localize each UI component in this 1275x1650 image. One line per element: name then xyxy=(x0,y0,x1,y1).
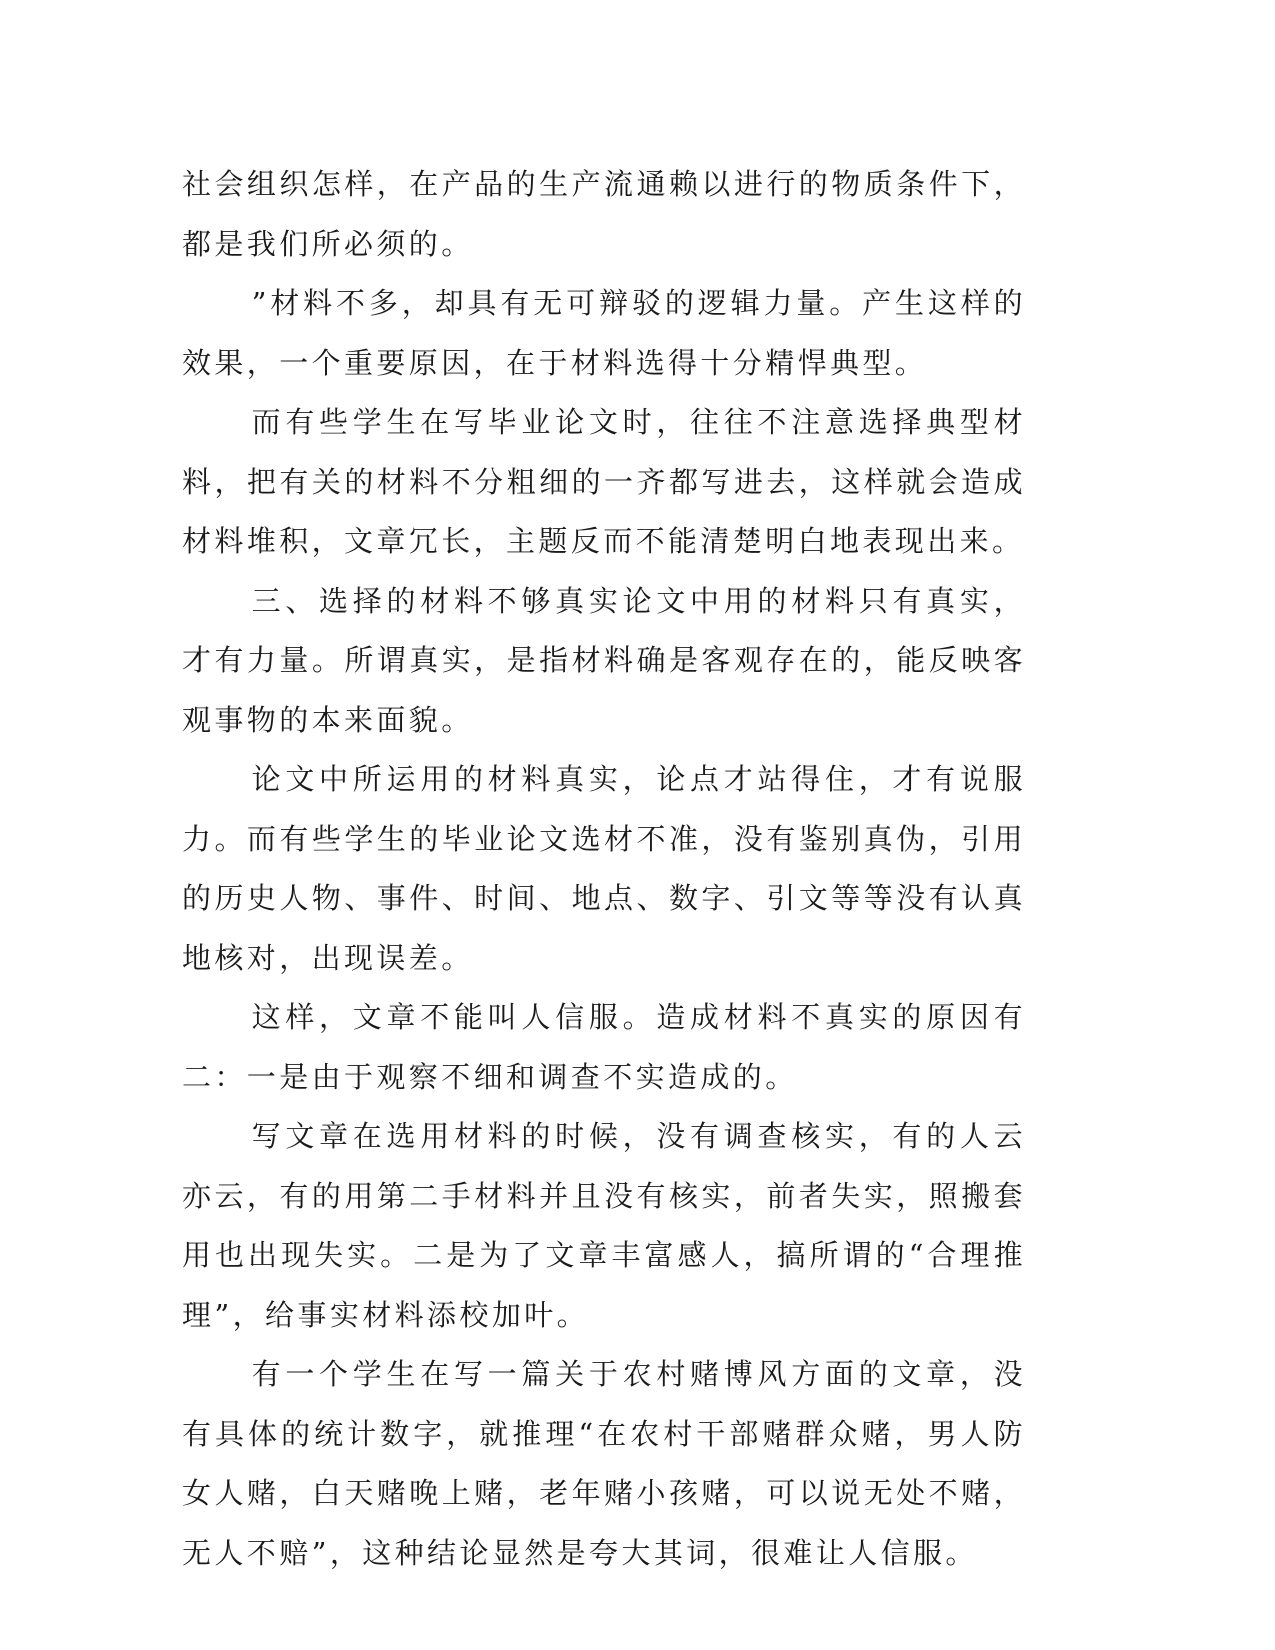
paragraph-8: 有一个学生在写一篇关于农村赌博风方面的文章，没有具体的统计数字，就推理“在农村干部赌群众赌，男人防女人赌，白天赌晚上赌，老年赌小孩赌，可以说无处不赌，无人不赔”，这种结论显然是夸大其词，很难让人信服。 xyxy=(182,1357,1026,1570)
paragraph-4: 三、选择的材料不够真实论文中用的材料只有真实，才有力量。所谓真实，是指材料确是客观存在的，能反映客观事物的本来面貌。 xyxy=(182,583,1026,737)
paragraph-3: 而有些学生在写毕业论文时，往往不注意选择典型材料，把有关的材料不分粗细的一齐都写进去，这样就会造成材料堆积，文章冗长，主题反而不能清楚明白地表现出来。 xyxy=(182,405,1026,558)
body-text xyxy=(182,155,1026,1583)
paragraph-5: 论文中所运用的材料真实，论点才站得住，才有说服力。而有些学生的毕业论文选材不准，没有鉴别真伪，引用的历史人物、事件、时间、地点、数字、引文等等没有认真地核对，出现误差。 xyxy=(182,762,1026,975)
paragraph-6: 这样，文章不能叫人信服。造成材料不真实的原因有二：一是由于观察不细和调查不实造成的。 xyxy=(182,1000,1026,1094)
paragraph-2: ”材料不多，却具有无可辩驳的逻辑力量。产生这样的效果，一个重要原因，在于材料选得十分精悍典型。 xyxy=(182,286,1026,380)
paragraph-1: 社会组织怎样，在产品的生产流通赖以进行的物质条件下，都是我们所必须的。 xyxy=(182,167,1026,261)
paragraph-7: 写文章在选用材料的时候，没有调查核实，有的人云亦云，有的用第二手材料并且没有核实，前者失实，照搬套用也出现失实。二是为了文章丰富感人，搞所谓的“合理推理”，给事实材料添校加叶。 xyxy=(182,1119,1026,1332)
